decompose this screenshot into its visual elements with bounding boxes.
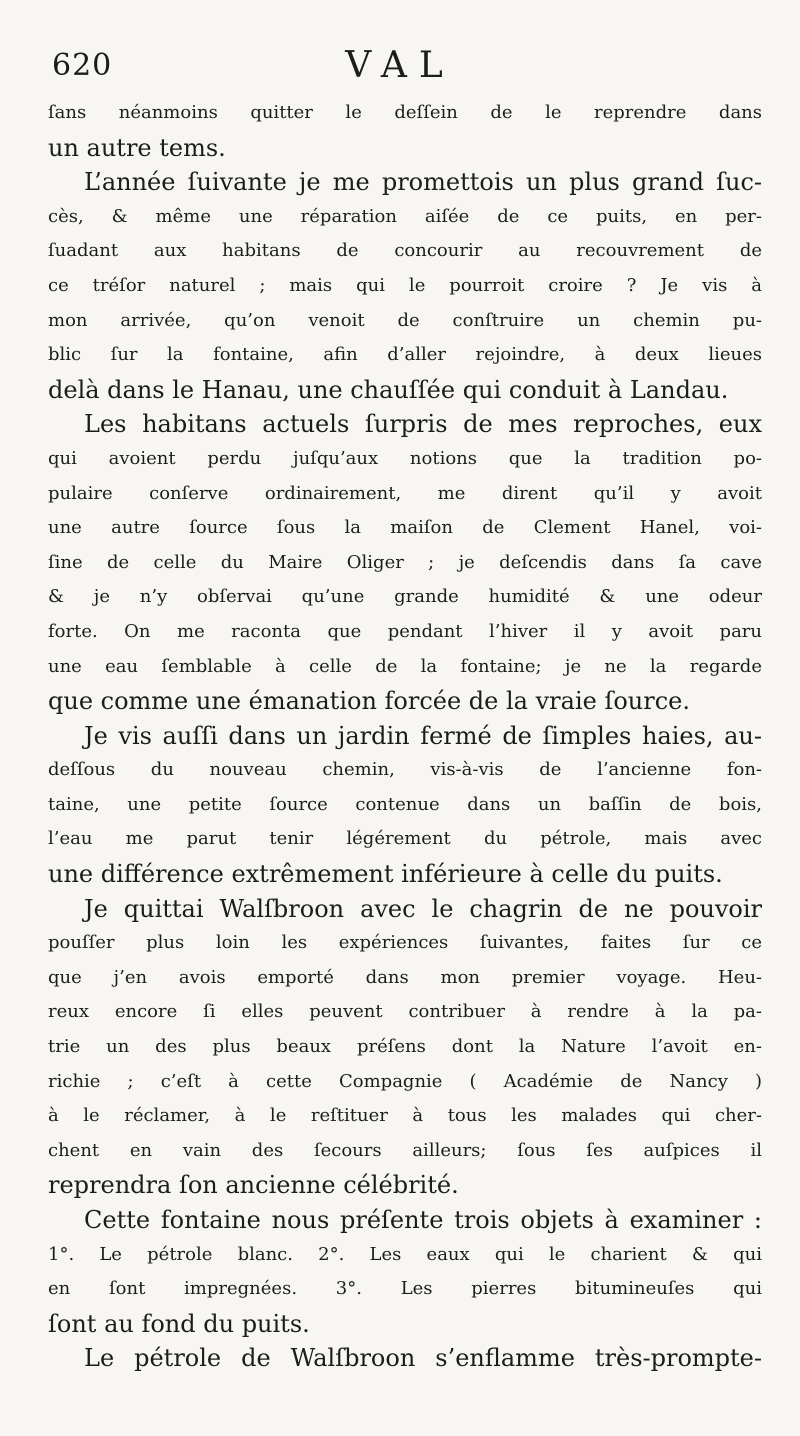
text-line: reprendra ſon ancienne célébrité. [48,1171,459,1200]
text-line: delà dans le Hanau, une chauſſée qui conduit à Landau. [48,375,729,404]
text-line: mon arrivée, qu’on venoit de conſtruire un chemin pu- [48,309,762,331]
page-number: 620 [52,48,113,83]
text-line: richie ; c’eſt à cette Compagnie ( Académie de Nancy ) [48,1070,762,1092]
paragraph-first-line: Je vis auſſi dans un jardin fermé de ſimples haies, au- [84,721,762,750]
text-line: forte. On me raconta que pendant l’hiver il y avoit paru [48,620,762,642]
paragraph-first-line: L’année ſuivante je me promettois un plus grand ſuc- [84,168,762,197]
text-line: en ſont impregnées. 3°. Les pierres bitumineuſes qui [48,1278,762,1300]
text-line: deſſous du nouveau chemin, vis-à-vis de l’ancienne fon- [48,759,762,781]
body-text [48,96,762,1376]
text-line: ſuadant aux habitans de concourir au recouvrement de [48,240,762,262]
text-line: ſont au fond du puits. [48,1309,310,1338]
text-line: une eau ſemblable à celle de la fontaine; je ne la regarde [48,655,762,677]
text-line: ſans néanmoins quitter le deſſein de le reprendre dans [48,102,762,123]
paragraph-first-line: Le pétrole de Walſbroon s’enflamme très-prompte- [84,1344,762,1373]
text-line: & je n’y obſervai qu’une grande humidité & une odeur [48,586,762,608]
text-line: taine, une petite ſource contenue dans un baſſin de bois, [48,793,762,815]
text-line: une autre ſource ſous la maiſon de Clement Hanel, voi- [48,517,762,539]
text-line: pulaire conſerve ordinairement, me dirent qu’il y avoit [48,482,762,504]
text-line: blic ſur la fontaine, afin d’aller rejoindre, à deux lieues [48,344,762,366]
text-line: une différence extrêmement inférieure à celle du puits. [48,860,723,889]
text-line: 1°. Le pétrole blanc. 2°. Les eaux qui le charient & qui [48,1243,762,1265]
text-line: à le réclamer, à le reſtituer à tous les malades qui cher- [48,1105,762,1127]
text-line: pouſſer plus loin les expériences ſuivantes, faites ſur ce [48,932,762,954]
text-line: que comme une émanation forcée de la vraie ſource. [48,687,690,716]
text-line: un autre tems. [48,133,226,162]
text-line: reux encore ſi elles peuvent contribuer à rendre à la pa- [48,1001,762,1023]
text-line: l’eau me parut tenir légérement du pétrole, mais avec [48,828,762,850]
text-line: qui avoient perdu juſqu’aux notions que la tradition po- [48,447,762,469]
text-line: ce tréſor naturel ; mais qui le pourroit croire ? Je vis à [48,274,762,296]
paragraph-first-line: Je quittai Walſbroon avec le chagrin de ne pouvoir [84,894,762,923]
running-head: VAL [345,45,455,86]
paragraph-first-line: Les habitans actuels ſurpris de mes reproches, eux [84,410,762,439]
text-line: que j’en avois emporté dans mon premier voyage. Heu- [48,966,762,988]
paragraph-first-line: Cette fontaine nous préſente trois objets à examiner : [84,1206,762,1234]
text-line: cès, & même une réparation aiſée de ce puits, en per- [48,205,762,227]
text-line: trie un des plus beaux préſens dont la Nature l’avoit en- [48,1036,762,1058]
text-line: chent en vain des ſecours ailleurs; ſous ſes auſpices il [48,1139,762,1161]
text-line: ſine de celle du Maire Oliger ; je deſcendis dans ſa cave [48,551,762,573]
